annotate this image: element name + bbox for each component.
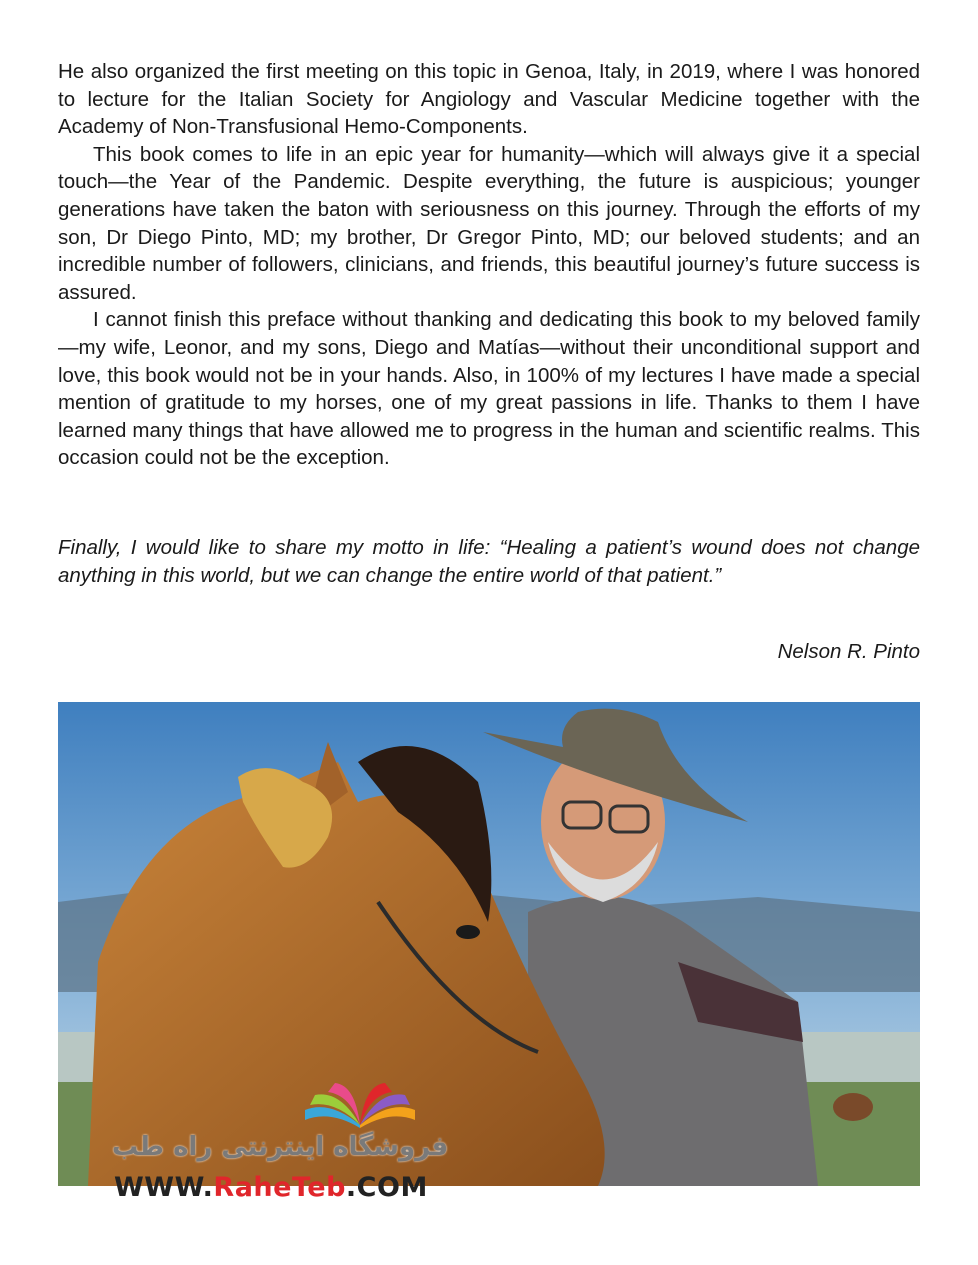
watermark-store-name: فروشگاه اینترنتی راه طب [112,1132,449,1162]
author-horse-photo [58,702,920,1186]
watermark-book-logo [300,1080,420,1130]
url-prefix: WWW. [114,1172,214,1203]
photo-illustration [58,702,920,1186]
paragraph-2: This book comes to life in an epic year for humanity—which will always give it a special touch—the Year of the Pandemic. Despite everything, the future is auspicious; younger generations have taken the baton with seriousness on this journey. Through the efforts of my son, Dr Diego Pinto, MD; my brother, Dr Gregor Pinto, MD; our beloved students; and an incredible number of followers, clinicians, and friends, this beautiful journey’s future success is assured. [58,142,920,304]
paragraph-3: I cannot finish this preface without thanking and dedicating this book to my beloved family—my wife, Leonor, and my sons, Diego and Matías—without their unconditional support and love, this book would not be in your hands. Also, in 100% of my lectures I have made a special mention of gratitude to my horses, one of my great passions in life. Thanks to them I have learned many things that have allowed me to progress in the human and scientific realms. This occasion could not be the exception. [58,308,920,470]
watermark-url [114,1172,428,1203]
paragraph-1: He also organized the first meeting on this topic in Genoa, Italy, in 2019, where I was honored to lecture for the Italian Society for Angiology and Vascular Medicine together with the Academy of Non-Transfusional Hemo-Components. [58,60,920,139]
preface-text [58,58,920,472]
motto-quote: Finally, I would like to share my motto in life: “Healing a patient’s wound does not change anything in this world, but we can change the entire world of that patient.” [58,536,920,587]
distant-horse [833,1093,873,1121]
url-suffix: .COM [345,1172,428,1203]
author-signature: Nelson R. Pinto [777,640,920,663]
horse-eye [456,925,480,939]
url-brand: RaheTeb [213,1172,346,1203]
